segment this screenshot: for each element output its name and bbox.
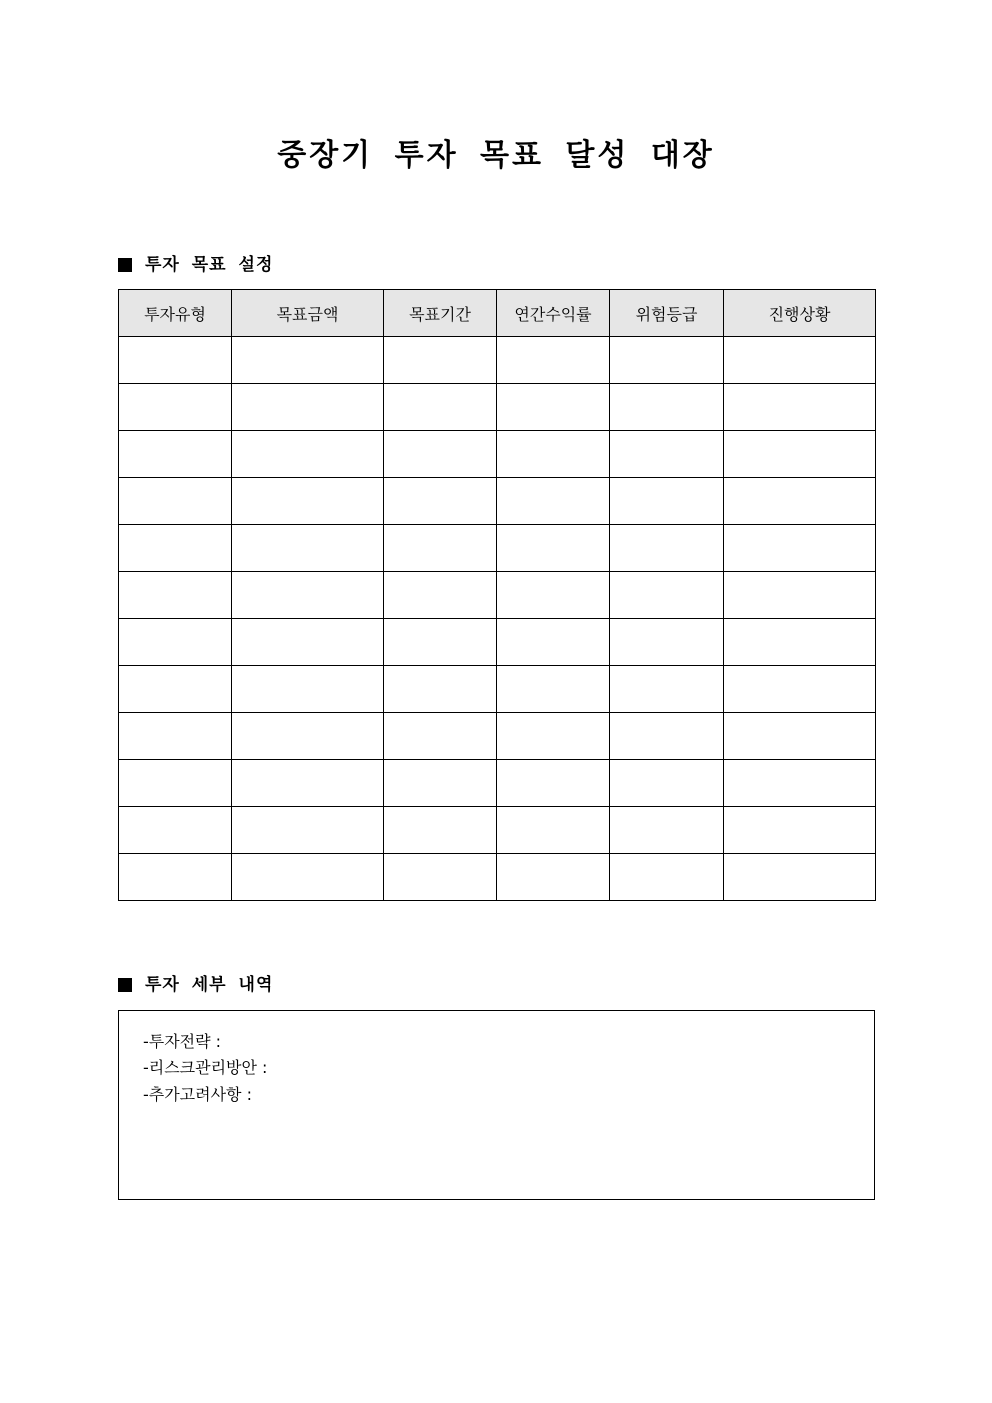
table-cell[interactable]	[610, 337, 724, 384]
table-cell[interactable]	[119, 525, 232, 572]
table-row	[119, 854, 876, 901]
table-cell[interactable]	[232, 854, 384, 901]
table-cell[interactable]	[232, 384, 384, 431]
table-cell[interactable]	[119, 713, 232, 760]
table-cell[interactable]	[497, 478, 610, 525]
table-row	[119, 760, 876, 807]
table-cell[interactable]	[724, 384, 876, 431]
table-cell[interactable]	[119, 431, 232, 478]
section-heading-goals	[118, 253, 273, 277]
table-header-row	[119, 290, 876, 337]
table-cell[interactable]	[232, 760, 384, 807]
table-cell[interactable]	[232, 619, 384, 666]
table-cell[interactable]	[610, 384, 724, 431]
table-cell[interactable]	[232, 807, 384, 854]
column-header-type: 투자유형	[119, 290, 232, 337]
details-box[interactable]	[118, 1010, 875, 1200]
column-header-progress: 진행상황	[724, 290, 876, 337]
table-cell[interactable]	[724, 666, 876, 713]
table-cell[interactable]	[497, 713, 610, 760]
details-additional-considerations-line: -추가고려사항 :	[143, 1085, 252, 1104]
table-cell[interactable]	[119, 572, 232, 619]
table-cell[interactable]	[119, 478, 232, 525]
table-cell[interactable]	[497, 384, 610, 431]
table-row	[119, 619, 876, 666]
square-icon	[118, 978, 132, 992]
goal-table-body	[119, 337, 876, 901]
table-row	[119, 666, 876, 713]
table-cell[interactable]	[497, 619, 610, 666]
table-cell[interactable]	[384, 431, 497, 478]
table-cell[interactable]	[497, 854, 610, 901]
table-cell[interactable]	[610, 525, 724, 572]
table-cell[interactable]	[610, 713, 724, 760]
table-row	[119, 525, 876, 572]
column-header-risk: 위험등급	[610, 290, 724, 337]
table-cell[interactable]	[384, 760, 497, 807]
table-cell[interactable]	[384, 619, 497, 666]
table-cell[interactable]	[724, 854, 876, 901]
table-cell[interactable]	[384, 525, 497, 572]
table-cell[interactable]	[610, 619, 724, 666]
table-cell[interactable]	[724, 760, 876, 807]
column-header-period: 목표기간	[384, 290, 497, 337]
table-cell[interactable]	[497, 760, 610, 807]
table-cell[interactable]	[724, 713, 876, 760]
table-cell[interactable]	[384, 384, 497, 431]
table-row	[119, 713, 876, 760]
document-title: 중장기 투자 목표 달성 대장	[277, 138, 715, 173]
table-cell[interactable]	[119, 807, 232, 854]
table-row	[119, 572, 876, 619]
table-cell[interactable]	[384, 713, 497, 760]
details-strategy-line: -투자전략 :	[143, 1032, 222, 1051]
table-cell[interactable]	[610, 666, 724, 713]
column-header-amount: 목표금액	[232, 290, 384, 337]
table-cell[interactable]	[724, 572, 876, 619]
goal-table	[118, 289, 876, 901]
table-cell[interactable]	[232, 431, 384, 478]
table-cell[interactable]	[497, 337, 610, 384]
table-cell[interactable]	[232, 525, 384, 572]
table-cell[interactable]	[232, 666, 384, 713]
table-cell[interactable]	[384, 807, 497, 854]
table-cell[interactable]	[119, 384, 232, 431]
table-cell[interactable]	[232, 337, 384, 384]
table-cell[interactable]	[384, 854, 497, 901]
table-cell[interactable]	[724, 807, 876, 854]
section-heading-goals-label: 투자 목표 설정	[145, 255, 274, 275]
table-cell[interactable]	[384, 666, 497, 713]
table-row	[119, 384, 876, 431]
table-cell[interactable]	[497, 431, 610, 478]
table-cell[interactable]	[610, 478, 724, 525]
section-heading-details-label: 투자 세부 내역	[145, 975, 274, 995]
table-cell[interactable]	[119, 666, 232, 713]
table-cell[interactable]	[497, 666, 610, 713]
table-cell[interactable]	[119, 760, 232, 807]
section-heading-details	[118, 973, 273, 997]
table-cell[interactable]	[497, 572, 610, 619]
table-cell[interactable]	[119, 619, 232, 666]
table-row	[119, 478, 876, 525]
square-icon	[118, 258, 132, 272]
table-cell[interactable]	[497, 807, 610, 854]
table-row	[119, 431, 876, 478]
table-cell[interactable]	[724, 431, 876, 478]
table-cell[interactable]	[610, 854, 724, 901]
table-cell[interactable]	[384, 572, 497, 619]
table-cell[interactable]	[610, 572, 724, 619]
table-cell[interactable]	[119, 337, 232, 384]
table-cell[interactable]	[232, 572, 384, 619]
column-header-return: 연간수익률	[497, 290, 610, 337]
table-row	[119, 337, 876, 384]
table-cell[interactable]	[724, 619, 876, 666]
details-risk-management-line: -리스크관리방안 :	[143, 1058, 268, 1077]
table-cell[interactable]	[724, 525, 876, 572]
table-cell[interactable]	[610, 431, 724, 478]
table-cell[interactable]	[724, 478, 876, 525]
table-cell[interactable]	[232, 478, 384, 525]
table-cell[interactable]	[497, 525, 610, 572]
table-cell[interactable]	[384, 478, 497, 525]
table-cell[interactable]	[610, 807, 724, 854]
table-cell[interactable]	[384, 337, 497, 384]
table-cell[interactable]	[610, 760, 724, 807]
table-cell[interactable]	[119, 854, 232, 901]
table-cell[interactable]	[232, 713, 384, 760]
table-row	[119, 807, 876, 854]
table-cell[interactable]	[724, 337, 876, 384]
